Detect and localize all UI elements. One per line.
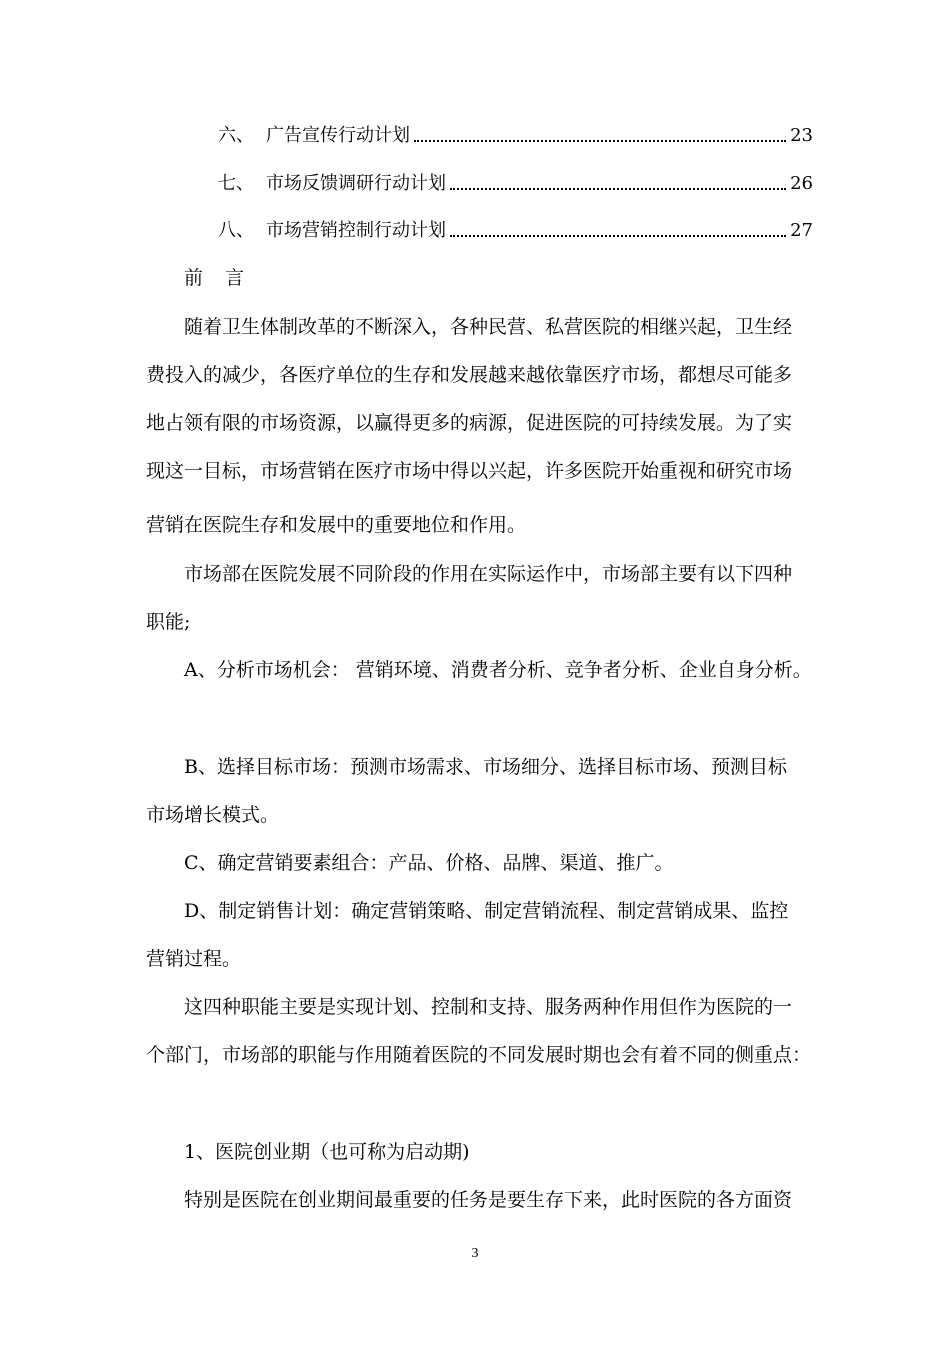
list-item-c: C、确定营销要素组合：产品、价格、品牌、渠道、推广。 xyxy=(184,852,674,874)
toc-page: 26 xyxy=(790,173,813,194)
list-item-d: D、制定销售计划：确定营销策略、制定营销流程、制定营销成果、监控 xyxy=(184,900,789,922)
toc-entry[interactable] xyxy=(218,172,813,196)
toc-entry[interactable] xyxy=(218,219,813,243)
paragraph-line: 特别是医院在创业期间最重要的任务是要生存下来，此时医院的各方面资 xyxy=(184,1189,793,1211)
section-heading: 前言 xyxy=(184,267,267,289)
paragraph-line: 地占领有限的市场资源，以赢得更多的病源，促进医院的可持续发展。为了实 xyxy=(146,412,793,434)
toc-number: 八、 xyxy=(218,220,254,241)
toc-title: 广告宣传行动计划 xyxy=(266,125,410,146)
toc-leader xyxy=(450,188,786,190)
paragraph-line: 市场部在医院发展不同阶段的作用在实际运作中，市场部主要有以下四种 xyxy=(184,563,793,585)
toc-leader xyxy=(414,140,786,142)
toc-number: 七、 xyxy=(218,173,254,194)
toc-number: 六、 xyxy=(218,125,254,146)
toc-page: 27 xyxy=(790,220,813,241)
subsection-heading: 1、医院创业期（也可称为启动期) xyxy=(184,1141,470,1163)
toc-entry[interactable] xyxy=(218,124,813,148)
page-number: 3 xyxy=(471,1246,479,1261)
paragraph-line: 营销在医院生存和发展中的重要地位和作用。 xyxy=(146,514,527,536)
toc-title: 市场营销控制行动计划 xyxy=(266,220,446,241)
list-item-b: B、选择目标市场：预测市场需求、市场细分、选择目标市场、预测目标 xyxy=(184,756,787,778)
paragraph-line: 费投入的减少，各医疗单位的生存和发展越来越依靠医疗市场，都想尽可能多 xyxy=(146,364,793,386)
list-item-a: A、分析市场机会： 营销环境、消费者分析、竞争者分析、企业自身分析。 xyxy=(184,659,812,681)
paragraph-line: 职能; xyxy=(146,611,191,633)
paragraph-line: 个部门，市场部的职能与作用随着医院的不同发展时期也会有着不同的侧重点： xyxy=(146,1044,812,1066)
toc-leader xyxy=(450,235,786,237)
paragraph-line: 随着卫生体制改革的不断深入，各种民营、私营医院的相继兴起，卫生经 xyxy=(184,316,793,338)
paragraph-line: 这四种职能主要是实现计划、控制和支持、服务两种作用但作为医院的一 xyxy=(184,996,793,1018)
paragraph-line: 营销过程。 xyxy=(146,948,242,970)
toc-title: 市场反馈调研行动计划 xyxy=(266,173,446,194)
paragraph-line: 市场增长模式。 xyxy=(146,804,280,826)
toc-page: 23 xyxy=(790,125,813,146)
paragraph-line: 现这一目标，市场营销在医疗市场中得以兴起，许多医院开始重视和研究市场 xyxy=(146,460,793,482)
